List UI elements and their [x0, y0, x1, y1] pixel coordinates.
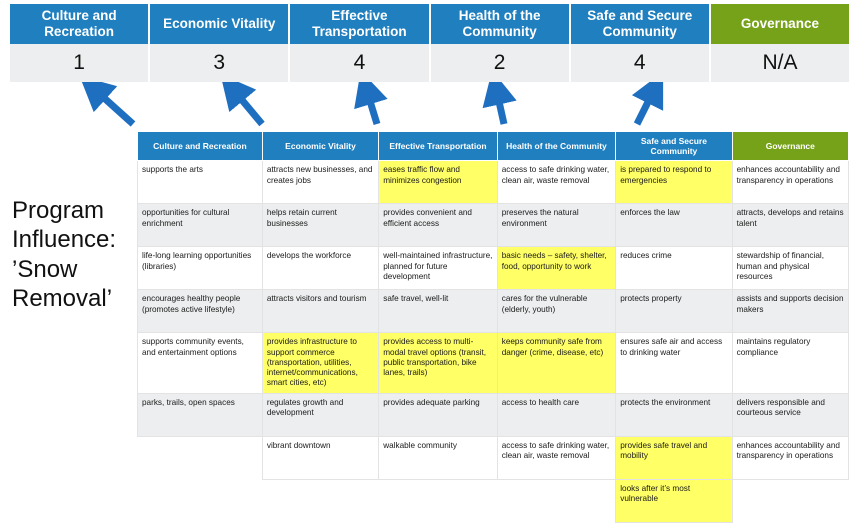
matrix-cell: regulates growth and development — [262, 393, 378, 436]
matrix-cell: opportunities for cultural enrichment — [138, 204, 263, 247]
goal-header-governance: Governance — [711, 4, 849, 44]
matrix-cell: walkable community — [379, 436, 498, 479]
table-row — [138, 204, 849, 247]
matrix-cell: delivers responsible and courteous service — [732, 393, 848, 436]
goal-header-economic-vitality: Economic Vitality — [150, 4, 290, 44]
score-effective-transportation: 4 — [290, 44, 430, 82]
matrix-cell: parks, trails, open spaces — [138, 393, 263, 436]
matrix-header-health-of-the-community: Health of the Community — [497, 132, 616, 161]
score-governance: N/A — [762, 51, 798, 74]
matrix-cell: enforces the law — [616, 204, 732, 247]
matrix-cell: helps retain current businesses — [262, 204, 378, 247]
goal-statements-matrix — [137, 131, 849, 523]
matrix-cell: provides safe travel and mobility — [616, 436, 732, 479]
table-row — [138, 333, 849, 393]
caption-line-1: Program — [12, 197, 105, 224]
score-culture-and-recreation: 1 — [10, 44, 150, 82]
matrix-cell: enhances accountability and transparency in operations — [732, 161, 848, 204]
matrix-cell: enhances accountability and transparency in operations — [732, 436, 848, 479]
matrix-cell: supports the arts — [138, 161, 263, 204]
arrow-culture-and-recreation — [93, 88, 133, 124]
score-band — [10, 44, 849, 82]
table-row — [138, 290, 849, 333]
caption-line-4: Removal’ — [12, 284, 113, 312]
matrix-header-culture-and-recreation: Culture and Recreation — [138, 132, 263, 161]
matrix-header-row — [138, 132, 849, 161]
matrix-cell: attracts, develops and retains talent — [732, 204, 848, 247]
matrix-cell: provides convenient and efficient access — [379, 204, 498, 247]
matrix-cell-empty — [497, 479, 616, 522]
matrix-cell: attracts new businesses, and creates jobs — [262, 161, 378, 204]
matrix-cell-empty — [138, 479, 263, 522]
matrix-header-governance: Governance — [732, 132, 848, 161]
matrix-cell: vibrant downtown — [262, 436, 378, 479]
matrix-cell: ensures safe air and access to drinking water — [616, 333, 732, 393]
matrix-cell: preserves the natural environment — [497, 204, 616, 247]
matrix-cell: develops the workforce — [262, 247, 378, 290]
matrix-cell-empty — [262, 479, 378, 522]
matrix-cell: provides infrastructure to support commerce (transportation, utilities, internet/communications, smart cities, etc) — [262, 333, 378, 393]
matrix-cell: well-maintained infrastructure, planned for future development — [379, 247, 498, 290]
matrix-cell: looks after it’s most vulnerable — [616, 479, 732, 522]
matrix-cell: reduces crime — [616, 247, 732, 290]
table-row — [138, 161, 849, 204]
matrix-cell: keeps community safe from danger (crime, disease, etc) — [497, 333, 616, 393]
table-row — [138, 436, 849, 479]
arrow-economic-vitality — [232, 88, 262, 124]
table-row — [138, 479, 849, 522]
matrix-cell: assists and supports decision makers — [732, 290, 848, 333]
matrix-cell: eases traffic flow and minimizes congestion — [379, 161, 498, 204]
matrix-cell: attracts visitors and tourism — [262, 290, 378, 333]
goal-header-culture-and-recreation: Culture and Recreation — [10, 4, 150, 44]
matrix-cell-empty — [138, 436, 263, 479]
score-safe-and-secure-community: 4 — [571, 44, 711, 82]
matrix-cell: safe travel, well-lit — [379, 290, 498, 333]
matrix-cell: access to health care — [497, 393, 616, 436]
table-row — [138, 247, 849, 290]
score-health-of-the-community: 2 — [431, 44, 571, 82]
matrix-cell: encourages healthy people (promotes active lifestyle) — [138, 290, 263, 333]
goal-header-health-of-the-community: Health of the Community — [431, 4, 571, 44]
matrix-cell: cares for the vulnerable (elderly, youth) — [497, 290, 616, 333]
table-row — [138, 393, 849, 436]
matrix-cell: provides access to multi-modal travel options (transit, public transportation, bike lanes, trails) — [379, 333, 498, 393]
matrix-cell: stewardship of financial, human and physical resources — [732, 247, 848, 290]
matrix-cell: life-long learning opportunities (libraries) — [138, 247, 263, 290]
goal-header-effective-transportation: Effective Transportation — [290, 4, 430, 44]
matrix-cell: maintains regulatory compliance — [732, 333, 848, 393]
matrix-cell: protects the environment — [616, 393, 732, 436]
caption-line-3: ’Snow — [12, 255, 78, 283]
score-economic-vitality: 3 — [150, 44, 290, 82]
matrix-header-safe-and-secure-community: Safe and Secure Community — [616, 132, 732, 161]
arrow-effective-transportation — [366, 88, 377, 124]
program-influence-caption — [12, 196, 132, 313]
arrow-health-of-the-community — [496, 88, 504, 124]
arrow-safe-and-secure-community — [637, 88, 655, 124]
matrix-header-effective-transportation: Effective Transportation — [379, 132, 498, 161]
matrix-cell: basic needs – safety, shelter, food, opportunity to work — [497, 247, 616, 290]
matrix-cell: protects property — [616, 290, 732, 333]
goal-header-band — [10, 4, 849, 44]
matrix-cell: provides adequate parking — [379, 393, 498, 436]
matrix-cell-empty — [732, 479, 848, 522]
matrix-cell: access to safe drinking water, clean air, waste removal — [497, 436, 616, 479]
matrix-cell: supports community events, and entertainment options — [138, 333, 263, 393]
caption-line-2: Influence: — [12, 226, 117, 254]
goal-header-safe-and-secure-community: Safe and Secure Community — [571, 4, 711, 44]
matrix-cell: access to safe drinking water, clean air, waste removal — [497, 161, 616, 204]
arrow-group — [0, 82, 859, 132]
matrix-cell: is prepared to respond to emergencies — [616, 161, 732, 204]
matrix-header-economic-vitality: Economic Vitality — [262, 132, 378, 161]
matrix-cell-empty — [379, 479, 498, 522]
